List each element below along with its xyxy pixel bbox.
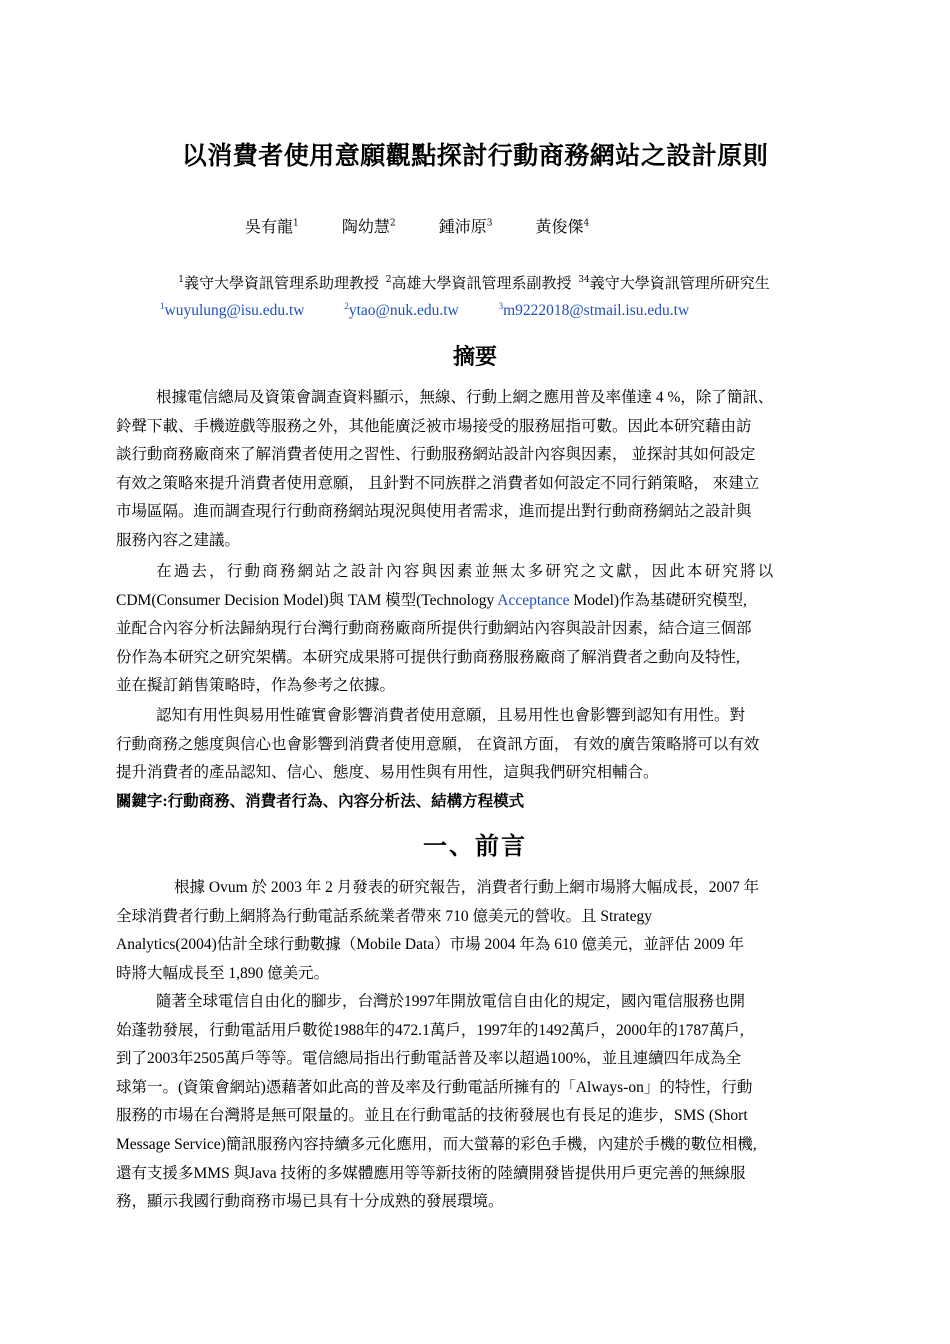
text-line: Message Service)簡訊服務內容持續多元化應用，而大螢幕的彩色手機，內建於手機的數位相機,: [116, 1135, 757, 1153]
abstract-paragraph: [116, 384, 838, 556]
text-line: 鈴聲下載、手機遊戲等服務之外，其他能廣泛被市場接受的服務屈指可數。因此本研究藉由訪: [116, 417, 752, 435]
affiliation: $^1$義守大學資訊管理系助理教授: [178, 274, 379, 292]
author: 陶幼慧$^2$: [341, 217, 396, 236]
text-line: 份作為本研究之研究架構。本研究成果將可提供行動商務服務廠商了解消費者之動向及特性,: [116, 648, 740, 666]
abstract-heading: 摘要: [452, 344, 497, 370]
abstract-paragraph: [116, 702, 838, 816]
author-list: [245, 214, 627, 237]
text-line: 全球消費者行動上網將為行動電話系統業者帶來 710 億美元的營收。且 Strategy: [116, 907, 653, 925]
abstract-paragraph: [116, 558, 838, 701]
affiliation: $^{34}$義守大學資訊管理所研究生: [578, 274, 770, 292]
author: 鍾沛原$^3$: [438, 217, 493, 236]
text-line: 提升消費者的產品認知、信心、態度、易用性與有用性，這與我們研究相輔合。: [116, 764, 659, 782]
text-line: 根據電信總局及資策會調查資料顯示，無線、行動上網之應用普及率僅達 4 %，除了簡訊、: [156, 389, 774, 406]
text-line: 行動商務之態度與信心也會影響到消費者使用意願， 在資訊方面， 有效的廣告策略將可以有效: [116, 735, 760, 753]
text-line: CDM(Consumer Decision Model)與 TAM 模型(Technology Acceptance Model)作為基礎研究模型,: [116, 591, 747, 609]
affiliations: [0, 272, 950, 293]
text-line: 有效之策略來提升消費者使用意願， 且針對不同族群之消費者如何設定不同行銷策略， 來建立: [116, 474, 760, 492]
text-line: 並配合內容分析法歸納現行台灣行動商務廠商所提供行動網站內容與設計因素，結合這三個部: [116, 620, 752, 638]
email-list: [160, 302, 725, 320]
text-line: 到了2003年2505萬戶等等。電信總局指出行動電話普及率以超過100%，並且連續四年成為全: [116, 1050, 742, 1068]
intro-heading: 一、前言: [423, 831, 527, 860]
email-link[interactable]: $^3$m9222018@stmail.isu.edu.tw: [498, 300, 690, 319]
acceptance-link[interactable]: Acceptance: [497, 591, 570, 609]
author: 黃俊傑$^4$: [535, 217, 590, 236]
text-line: 談行動商務廠商來了解消費者使用之習性、行動服務網站設計內容與因素， 並探討其如何設定: [116, 446, 756, 464]
text-line: 時將大幅成長至 1,890 億美元。: [116, 964, 330, 982]
text-line: Analytics(2004)估計全球行動數據（Mobile Data）市場 2004 年為 610 億美元，並評估 2009 年: [116, 936, 745, 954]
text-line: 始蓬勃發展，行動電話用戶數從1988年的472.1萬戶，1997年的1492萬戶，2000年的1787萬戶,: [116, 1021, 744, 1039]
text-line: 服務的市場在台灣將是無可限量的。並且在行動電話的技術發展也有長足的進步，SMS (Short: [116, 1107, 748, 1125]
intro-paragraph: [116, 988, 838, 1217]
email-link[interactable]: $^2$ytao@nuk.edu.tw: [344, 300, 459, 319]
text-line: 市場區隔。進而調查現行行動商務網站現況與使用者需求，進而提出對行動商務網站之設計與: [116, 503, 752, 521]
text-line: 並在擬訂銷售策略時，作為參考之依據。: [116, 677, 396, 695]
text-line: 根據 Ovum 於 2003 年 2 月發表的研究報告，消費者行動上網市場將大幅成長，2007 年: [174, 879, 760, 896]
text-line: 在過去，行動商務網站之設計內容與因素並無太多研究之文獻，因此本研究將以: [156, 563, 776, 580]
text-line: 隨著全球電信自由化的腳步，台灣於1997年開放電信自由化的規定，國內電信服務也開: [156, 993, 746, 1010]
text-line: 認知有用性與易用性確實會影響消費者使用意願，且易用性也會影響到認知有用性。對: [156, 707, 746, 724]
email-link[interactable]: $^1$wuyulung@isu.edu.tw: [160, 300, 305, 319]
text-line: 還有支援多MMS 與Java 技術的多媒體應用等等新技術的陸續開發皆提供用戶更完善的無線服: [116, 1164, 746, 1182]
text-line: 服務內容之建議。: [116, 531, 241, 549]
keywords: 關鍵字:行動商務、消費者行為、內容分析法、結構方程模式: [116, 792, 525, 810]
text-line: 球第一。(資策會網站)憑藉著如此高的普及率及行動電話所擁有的「Always-on」的特性，行動: [116, 1078, 753, 1096]
intro-paragraph: [116, 874, 838, 988]
author: 吳有龍$^1$: [245, 217, 299, 236]
text-line: 務，顯示我國行動商務市場已具有十分成熟的發展環境。: [116, 1193, 504, 1211]
affiliation: $^2$高雄大學資訊管理系副教授: [385, 274, 572, 292]
paper-title: 以消費者使用意願觀點探討行動商務網站之設計原則: [181, 141, 769, 170]
